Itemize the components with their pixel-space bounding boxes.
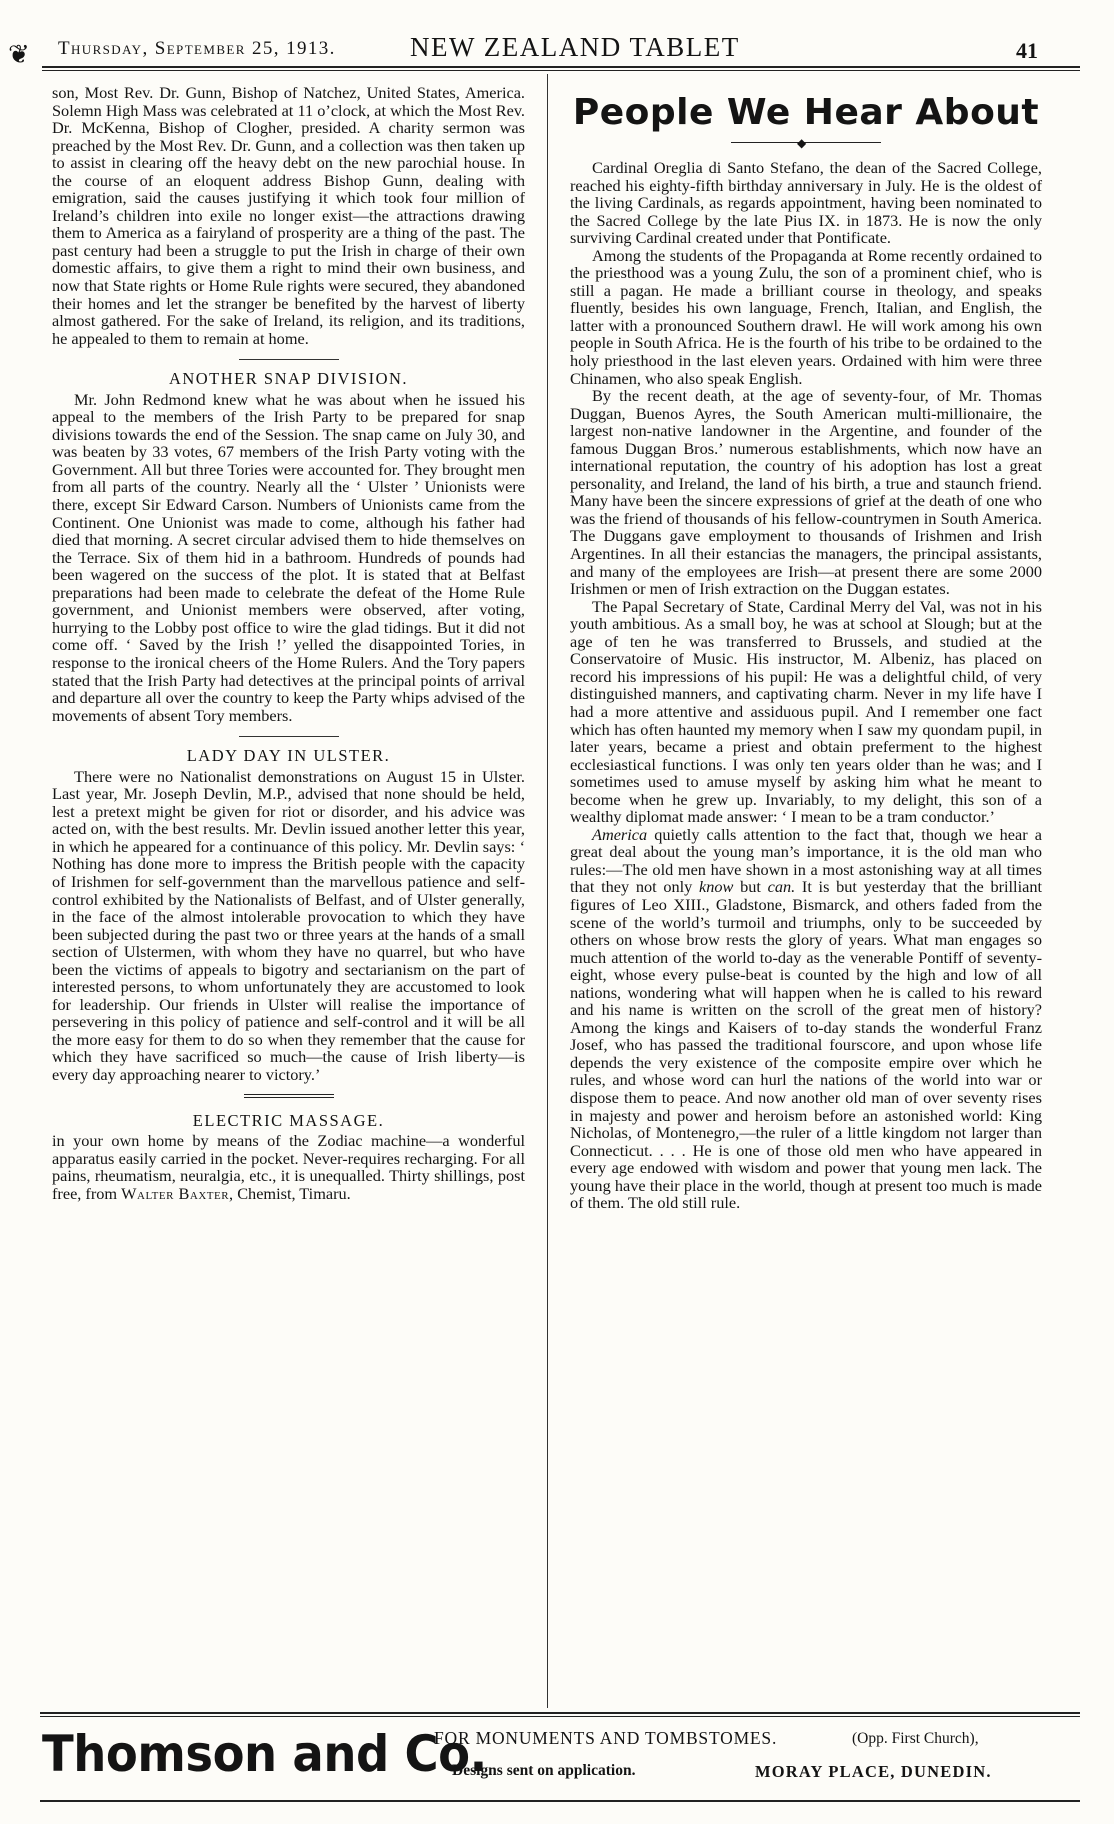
advert-seller-name: Walter Baxter bbox=[121, 1183, 230, 1203]
text-segment: but bbox=[733, 877, 768, 897]
italic-know: know bbox=[699, 877, 734, 897]
paragraph-cardinal-oreglia: Cardinal Oreglia di Santo Stefano, the dean of the Sacred College, reached his eighty-fifth birthday anniversary in July. He is the oldest of the living Cardinals, as regards appointment, having been nominated to the Sacred College by the late Pius IX. in 1873. He is now the only surviving Cardinal created under that Pontificate. bbox=[570, 158, 1042, 248]
issue-date: Thursday, September 25, 1913. bbox=[58, 38, 336, 59]
advert-address: MORAY PLACE, DUNEDIN. bbox=[755, 1762, 992, 1781]
footer-rule-thin bbox=[40, 1716, 1080, 1717]
advert-company-name: Thomson and Co. bbox=[42, 1725, 487, 1783]
advert-location-note: (Opp. First Church), bbox=[852, 1730, 979, 1747]
masthead bbox=[0, 28, 1114, 68]
section-title-people-we-hear-about: People We Hear About bbox=[572, 92, 1040, 133]
diamond-ornament-icon: ◆ bbox=[797, 136, 807, 150]
article-continuation: son, Most Rev. Dr. Gunn, Bishop of Natchez, United States, America. Solemn High Mass was celebrated at 11 o’clock, at which the Most Rev. Dr. McKenna, Bishop of Clogher, presided. A charity sermon was preached by the Most Rev. Dr. Gunn, and a collection was then taken up to assist in clearing off the heavy debt on the new parochial house. In the course of an eloquent address Bishop Gunn, dealing with emigration, said the causes justifying it which took four million of Ireland’s children into exile no longer exist—the attractions drawing them to America as a fairyland of prosperity are a thing of the past. The past century had been a struggle to put the Irish in charge of their own domestic affairs, to give them a right to mind their own business, and now that State rights or Home Rule rights were secured, they abandoned their homes and let the stranger be benefited by the harvest of liberty almost gathered. For the sake of Ireland, its religion, and its traditions, he appealed to them to remain at home. bbox=[52, 83, 525, 348]
newspaper-title: NEW ZEALAND TABLET bbox=[410, 32, 740, 62]
paragraph-thomas-duggan: By the recent death, at the age of seventy-four, of Mr. Thomas Duggan, Buenos Ayres, the South American multi-millionaire, the largest non-native landowner in the Argentine, and founder of the famous Duggan Bros.’ numerous establishments, which now have an international reputation, the country of his adoption has lost a great personality, and Ireland, the land of his birth, a true and staunch friend. Many have been the sincere expressions of grief at the death of one who was the friend of thousands of his fellow-countrymen in South America. The Duggans gave employment to thousands of Irishmen and Irish Argentines. In all their estancias the managers, the principal assistants, and many of the employees are Irish—at present there are some 2000 Irishmen or men of Irish extraction on the Duggan estates. bbox=[570, 386, 1042, 599]
printer-mark-icon: ❦ bbox=[8, 40, 30, 69]
paragraph-old-men-rule bbox=[570, 826, 1042, 1212]
advert-electric-massage bbox=[52, 1132, 525, 1202]
section-divider bbox=[239, 359, 339, 360]
text-segment: It is but yesterday that the brilliant figures of Leo XIII., Gladstone, Bismarck, and others faded from the scene of the world’s turmoil and triumphs, only to be succeeded by others on whose brow rests the glory of years. What man engages so much attention of the world to-day as the venerable Pontiff of seventy-eight, whose every pulse-beat is counted by the high and low of all nations, wondering what will happen when he is called to his reward and his name is written on the scroll of the great men of history? Among the kings and Kaisers of to-day stands the wonderful Franz Josef, who has passed the traditional fourscore, and upon whose life depends the very existence of the composite empire over which he rules, and whose word can hurl the nations of the world into war or dispose them to peace. And now another old man of over seventy rises in majesty and power and heroism before an astonished world: King Nicholas, of Montenegro,—the ruler of a little kingdom not larger than Connecticut. . . . He is one of those old men who have appeared in every age endowed with wisdom and power that young men lack. The young have their place in the world, though at present too much is made of them. The old still rule. bbox=[570, 877, 1042, 1213]
right-column bbox=[570, 84, 1042, 1212]
italic-america: America bbox=[592, 824, 648, 844]
masthead-rule-thin bbox=[42, 70, 1080, 71]
footer-rule bbox=[40, 1712, 1080, 1714]
text-segment: quietly calls attention to the fact that, though we hear a great deal about the young man’s importance, it is the old man who rules:—The old men have shown in a most astonishing way at all times that they not only bbox=[570, 824, 1042, 897]
heading-another-snap-division: ANOTHER SNAP DIVISION. bbox=[168, 369, 409, 389]
section-divider-double bbox=[244, 1094, 334, 1098]
article-lady-day: There were no Nationalist demonstrations on August 15 in Ulster. Last year, Mr. Joseph Devlin, M.P., advised that none should be held, lest a pretext might be given for riot or disorder, and his advice was acted on, with the best results. Mr. Devlin issued another letter this year, in which he appeared for a continuance of this policy. Mr. Devlin says: ‘ Nothing has done more to impress the British people with the capacity of Irishmen for self-government than the marvellous patience and self-control exhibited by the Nationalists of Belfast, and of Ulster generally, in the face of the almost intolerable provocation to which they have been subjected during the past two or three years at the hands of a small section of Ulstermen, with whom they have no quarrel, but who have been the victims of appeals to bigotry and sectarianism on the part of interested persons, to whom unfortunately they are accustomed to look for leadership. Our friends in Ulster will realise the importance of persevering in this policy of patience and self-control and it will be all the more easy for them to do so when they remember that the cause for which they have sacrificed so much—the cause of Irish liberty—is every day approaching nearer to victory.’ bbox=[52, 766, 525, 1084]
advert-text: in your own home by means of the Zodiac machine—a wonderful apparatus easily carried in the pocket. Never-requires recharging. For all pains, rheumatism, neuralgia, etc., it is unequalled. Thirty shillings, post free, from bbox=[52, 1131, 525, 1203]
article-snap-division: Mr. John Redmond knew what he was about when he issued his appeal to the members of the Irish Party to be prepared for snap divisions towards the end of the Session. The snap came on July 30, and was beaten by 33 votes, 67 members of the Irish Party voting with the Government. All but three Tories were accounted for. They brought men from all parts of the country. Nearly all the ‘ Ulster ’ Unionists were there, except Sir Edward Carson. Numbers of Unionists came from the Continent. One Unionist was made to come, although his father had died that morning. A secret circular advised them to hide themselves on the Terrace. Six of them hid in a bathroom. Hundreds of pounds had been wagered on the success of the plot. It is stated that at Belfast preparations had been made to celebrate the defeat of the Home Rule government, and Unionist members were observed, after voting, hurrying to the Lobby post office to wire the glad tidings. But it did not come off. ‘ Saved by the Irish !’ yelled the disappointed Tories, in response to the ironical cheers of the Home Rulers. And the Tory papers stated that the Irish Party had detectives at the principal points of arrival and departure all over the country to keep the Party whips advised of the movements of absent Tory members. bbox=[52, 389, 525, 725]
page-number: 41 bbox=[1016, 38, 1038, 63]
title-rule bbox=[731, 136, 881, 150]
footer-rule-bottom bbox=[40, 1800, 1080, 1802]
masthead-rule bbox=[42, 66, 1080, 68]
paragraph-merry-del-val: The Papal Secretary of State, Cardinal Merry del Val, was not in his youth ambitious. As a small boy, he was at school at Slough; but at the age of ten he was transferred to Brussels, and studied at the Conservatoire of Music. His instructor, M. Albeniz, has placed on record his impressions of his pupil: He was a delightful child, of very distinguished manners, and captivating charm. Never in my life have I had a more attentive and assiduous pupil. And I remember one fact which has often haunted my memory when I saw my quondam pupil, in later years, became a priest and obtain preferment to the highest ecclesiastical functions. I was only ten years older than he was; and I sometimes used to amuse myself by asking him what he meant to become when he grew up. Invariably, to my delight, this son of a wealthy diplomat made answer: ‘ I mean to be a tram conductor.’ bbox=[570, 596, 1042, 827]
heading-lady-day-in-ulster: LADY DAY IN ULSTER. bbox=[186, 746, 391, 766]
paragraph-zulu-priest: Among the students of the Propaganda at Rome recently ordained to the priesthood was a young Zulu, the son of a prominent chief, who is still a pagan. He made a brilliant course in theology, and speaks fluently, besides his own language, French, Italian, and English, the latter with a pronounced Southern drawl. He will work among his own people in South Africa. He is the fourth of his tribe to be ordained to the holy priesthood in the last eleven years. Ordained with him were three Chinamen, who also speak English. bbox=[570, 245, 1042, 388]
heading-electric-massage: ELECTRIC MASSAGE. bbox=[192, 1110, 385, 1130]
column-divider bbox=[547, 74, 548, 1708]
italic-can: can. bbox=[767, 877, 796, 897]
left-column bbox=[52, 84, 525, 1202]
section-divider bbox=[239, 736, 339, 737]
advert-service: FOR MONUMENTS AND TOMBSTOMES. bbox=[434, 1728, 778, 1748]
advert-designs: Designs sent on application. bbox=[452, 1762, 636, 1779]
advert-text-end: , Chemist, Timaru. bbox=[229, 1183, 351, 1203]
